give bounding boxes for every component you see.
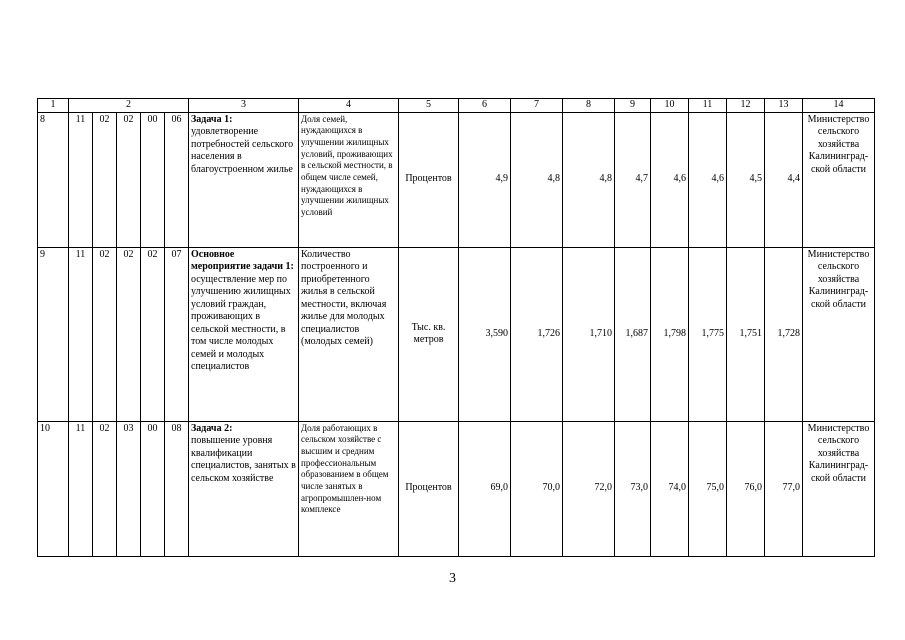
responsible-cell: Министерство сельского хозяйства Калининград-ской области — [803, 421, 875, 556]
value-cell: 1,710 — [563, 247, 615, 421]
value-cell: 4,6 — [651, 112, 689, 247]
value-cell: 70,0 — [511, 421, 563, 556]
value-cell: 4,9 — [459, 112, 511, 247]
code-cell: 02 — [117, 112, 141, 247]
header-cell: 12 — [727, 99, 765, 113]
code-cell: 02 — [117, 247, 141, 421]
program-indicators-table — [37, 98, 875, 557]
table-row — [38, 247, 875, 421]
header-row — [38, 99, 875, 113]
value-cell: 4,6 — [689, 112, 727, 247]
header-cell: 1 — [38, 99, 69, 113]
value-cell: 75,0 — [689, 421, 727, 556]
code-cell: 02 — [141, 247, 165, 421]
code-cell: 00 — [141, 112, 165, 247]
value-cell: 4,4 — [765, 112, 803, 247]
header-cell: 2 — [69, 99, 189, 113]
value-cell: 1,798 — [651, 247, 689, 421]
unit-cell: Процентов — [399, 421, 459, 556]
code-cell: 02 — [93, 112, 117, 247]
page-number: 3 — [449, 571, 456, 586]
task-title: Основное мероприятие задачи 1: — [191, 248, 294, 272]
code-cell: 11 — [69, 421, 93, 556]
header-cell: 14 — [803, 99, 875, 113]
code-cell: 11 — [69, 247, 93, 421]
value-cell: 1,728 — [765, 247, 803, 421]
value-cell: 4,8 — [511, 112, 563, 247]
header-cell: 13 — [765, 99, 803, 113]
indicator-cell: Доля семей, нуждающихся в улучшении жилищных условий, проживающих в сельской местности, в общем числе семей, нуждающихся в улучшении жилищных условий — [299, 112, 399, 247]
value-cell: 3,590 — [459, 247, 511, 421]
responsible-cell: Министерство сельского хозяйства Калининград-ской области — [803, 247, 875, 421]
value-cell: 4,7 — [615, 112, 651, 247]
header-cell: 7 — [511, 99, 563, 113]
responsible-cell: Министерство сельского хозяйства Калининград-ской области — [803, 112, 875, 247]
value-cell: 4,8 — [563, 112, 615, 247]
table-row — [38, 421, 875, 556]
value-cell: 73,0 — [615, 421, 651, 556]
header-cell: 5 — [399, 99, 459, 113]
header-cell: 10 — [651, 99, 689, 113]
task-name-cell — [189, 247, 299, 421]
header-cell: 3 — [189, 99, 299, 113]
task-description: осуществление мер по улучшению жилищных условий граждан, проживающих в сельской местности, в том числе молодых семей и молодых специалистов — [191, 273, 291, 372]
header-cell: 9 — [615, 99, 651, 113]
code-cell: 06 — [165, 112, 189, 247]
indicator-cell: Доля работающих в сельском хозяйстве с высшим и средним профессиональным образованием в общем числе занятых в агропромышлен-ном комплексе — [299, 421, 399, 556]
value-cell: 1,775 — [689, 247, 727, 421]
value-cell: 74,0 — [651, 421, 689, 556]
task-description: удовлетворение потребностей сельского населения в благоустроенном жилье — [191, 126, 294, 175]
value-cell: 1,751 — [727, 247, 765, 421]
code-cell: 02 — [93, 247, 117, 421]
value-cell: 69,0 — [459, 421, 511, 556]
header-cell: 4 — [299, 99, 399, 113]
code-cell: 03 — [117, 421, 141, 556]
code-cell: 00 — [141, 421, 165, 556]
row-number: 9 — [38, 247, 69, 421]
code-cell: 08 — [165, 421, 189, 556]
task-title: Задача 2: — [191, 422, 233, 434]
code-cell: 11 — [69, 112, 93, 247]
header-cell: 8 — [563, 99, 615, 113]
value-cell: 1,726 — [511, 247, 563, 421]
value-cell: 72,0 — [563, 421, 615, 556]
value-cell: 4,5 — [727, 112, 765, 247]
task-description: повышение уровня квалификации специалистов, занятых в сельском хозяйстве — [191, 435, 296, 484]
row-number: 8 — [38, 112, 69, 247]
task-name-cell — [189, 421, 299, 556]
value-cell: 1,687 — [615, 247, 651, 421]
code-cell: 02 — [93, 421, 117, 556]
unit-cell: Процентов — [399, 112, 459, 247]
unit-cell: Тыс. кв. метров — [399, 247, 459, 421]
code-cell: 07 — [165, 247, 189, 421]
task-name-cell — [189, 112, 299, 247]
header-cell: 11 — [689, 99, 727, 113]
header-cell: 6 — [459, 99, 511, 113]
value-cell: 77,0 — [765, 421, 803, 556]
task-title: Задача 1: — [191, 113, 233, 125]
row-number: 10 — [38, 421, 69, 556]
table-row — [38, 112, 875, 247]
indicator-cell: Количество построенного и приобретенного жилья в сельской местности, включая жилье для молодых специалистов (молодых семей) — [299, 247, 399, 421]
value-cell: 76,0 — [727, 421, 765, 556]
